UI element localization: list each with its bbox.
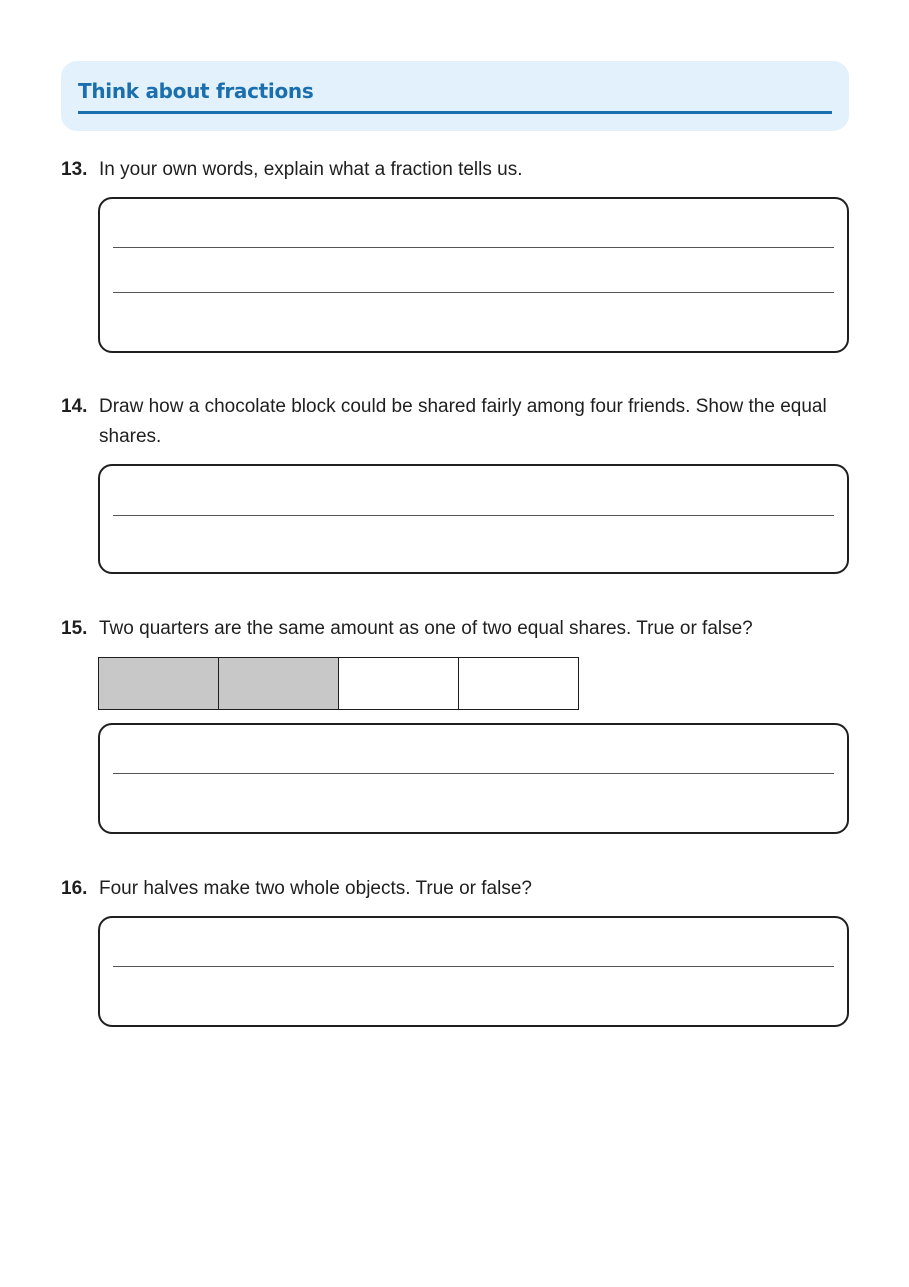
question-text: Four halves make two whole objects. True or false?: [99, 878, 532, 899]
writing-line: [113, 966, 834, 967]
question-number: 15.: [61, 618, 88, 639]
question-number: 16.: [61, 878, 88, 899]
writing-line: [113, 773, 834, 774]
writing-line: [113, 515, 834, 516]
question-text: Draw how a chocolate block could be shared fairly among four friends. Show the equal shares.: [99, 396, 827, 447]
writing-line: [113, 292, 834, 293]
question-14: [61, 392, 851, 452]
fraction-strip: [98, 657, 579, 710]
answer-box-13[interactable]: [98, 197, 849, 353]
writing-line: [113, 247, 834, 248]
fraction-part-shaded: [99, 658, 219, 709]
question-text: In your own words, explain what a fraction tells us.: [99, 159, 523, 180]
question-13: [61, 155, 851, 185]
section-title-underline: [78, 111, 832, 114]
answer-box-14[interactable]: [98, 464, 849, 574]
question-number: 14.: [61, 396, 88, 417]
fraction-part-shaded: [219, 658, 339, 709]
section-title: Think about fractions: [78, 79, 314, 103]
answer-box-15[interactable]: [98, 723, 849, 834]
question-text: Two quarters are the same amount as one of two equal shares. True or false?: [99, 618, 753, 639]
question-15: [61, 614, 851, 644]
fraction-part-unshaded: [339, 658, 459, 709]
question-number: 13.: [61, 159, 88, 180]
fraction-part-unshaded: [459, 658, 578, 709]
section-banner: [61, 61, 849, 131]
answer-box-16[interactable]: [98, 916, 849, 1027]
question-16: [61, 874, 851, 904]
